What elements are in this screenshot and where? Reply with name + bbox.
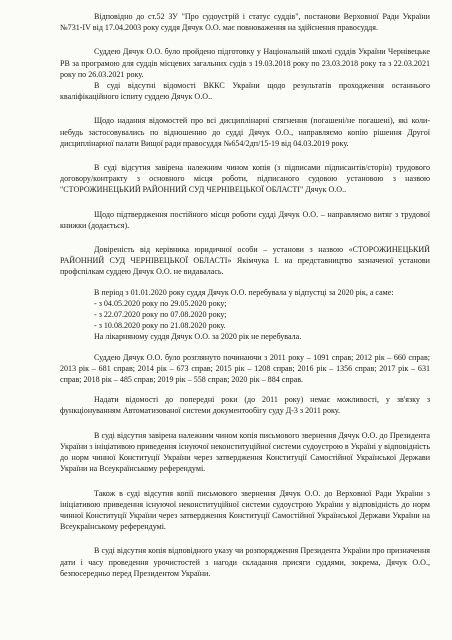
vacation-list (60, 298, 430, 332)
vacation-period: - з 04.05.2020 року по 29.05.2020 року; (94, 298, 227, 308)
paragraph-employment-contract: В суді відсутня завірена належним чином копія (з підписами підписантів/сторін) трудового договору/контракту з основного місця роботи, підписаного судовою установою з назвою "СТОРОЖИНЕЦЬКИЙ РАЙОННИЙ СУД ЧЕРНІВЕЦЬКОЇ ОБЛАСТІ" Дячук О.О.. (60, 163, 430, 195)
vacation-period: - з 22.07.2020 року по 07.08.2020 року; (94, 310, 227, 320)
vacation-section (60, 287, 430, 343)
paragraph-workplace-confirmation: Щодо підтвердження постійного місця роботи судді Дячук О.О. – направляємо витяг з трудової книжки (додається). (60, 209, 430, 230)
paragraph-prior-years: Надати відомості до попередні роки (до 2011 року) немає можливості, у зв'язку з функціонуванням Автоматизованої системи документообігу суду Д-3 з 2011 року. (60, 395, 430, 416)
paragraph-disciplinary: Щодо надання відомостей про всі дисциплінарні стягнення (погашені/не погашені), які коли-небудь застосовувались по відношенню до судді Дячук О.О., направляємо копію рішення Другої дисциплінарної палати Вищої ради правосуддя №654/2дп/15-19 від 04.03.2019 року. (60, 116, 430, 148)
vacation-intro: В період з 01.01.2020 року суддя Дячук О.О. перебувала у відпустці за 2020 рік, а саме: (94, 287, 394, 297)
paragraph-president-appeal: В суді відсутня завірена належним чином копія письмового звернення Дячук О.О. до Президента України з ініціативою приведення існуючої неконституційної системи судоустрою в Україні у відповідність до норм чинної Конституції України через затвердження Конституції Самостійної Української Держави України на Всеукраїнському референдумі. (60, 430, 430, 474)
paragraph-training: Суддею Дячук О.О. було пройдено підготовку у Національній школі суддів України Чернівецьке РВ за програмою для суддів місцевих загальних судів з 19.03.2018 року по 23.03.2018 року та з 22.03.2021 року по 26.03.2021 року. (60, 47, 430, 79)
paragraph-judicial-authority: Відповідно до ст.52 ЗУ "Про судоустрій і статус суддів", постанови Верховної Ради України №731-IV від 17.04.2003 року суддя Дячук О.О. має повноваження на здійснення правосуддя. (60, 12, 430, 33)
paragraph-parliament-appeal: Також в суді відсутня копії письмового звернення Дячук О.О. до Верховної Ради України з ініціативою приведення існуючої неконституційної системи судоустрою України у відповідність до норм чинної Конституції України через затвердження Конституції Самостійної Української Держави України на Всеукраїнському референдумі. (60, 488, 430, 532)
vacation-period: - з 10.08.2020 року по 21.08.2020 року. (94, 321, 226, 331)
paragraph-power-of-attorney: Довіреність від керівника юридичної особи – установи з назвою «СТОРОЖИНЕЦЬКИЙ РАЙОННИЙ СУД ЧЕРНІВЕЦЬКОЇ ОБЛАСТІ» Якімчука І. на представництво зазначеної установи профспілкам суддею Дячук О.О. не видавалась. (60, 245, 430, 277)
paragraph-qualification-exam: В суді відсутні відомості ВККС України щодо результатів проходження останнього кваліфікаційного іспиту суддею Дячук О.О.. (60, 81, 430, 102)
sick-leave-note: На лікарняному суддя Дячук О.О. за 2020 рік не перебувала. (94, 332, 302, 342)
paragraph-oath-decree: В суді відсутня копія відповідного указу чи розпорядження Президента України про призначення дати і часу проведення урочистостей з нагоди складання присяги суддями, зокрема, Дячук О.О., безпосередньо перед Президентом України. (60, 546, 430, 578)
paragraph-cases-count: Суддею Дячук О.О. було розглянуто починаючи з 2011 року – 1091 справ; 2012 рік – 660 справ; 2013 рік – 681 справ; 2014 рік – 673 справ; 2015 рік – 1208 справ; 2016 рік – 1356 справ; 2017 рік – 631 справ; 2018 рік – 485 справ; 2019 рік – 558 справ; 2020 рік – 884 справ. (60, 352, 430, 385)
